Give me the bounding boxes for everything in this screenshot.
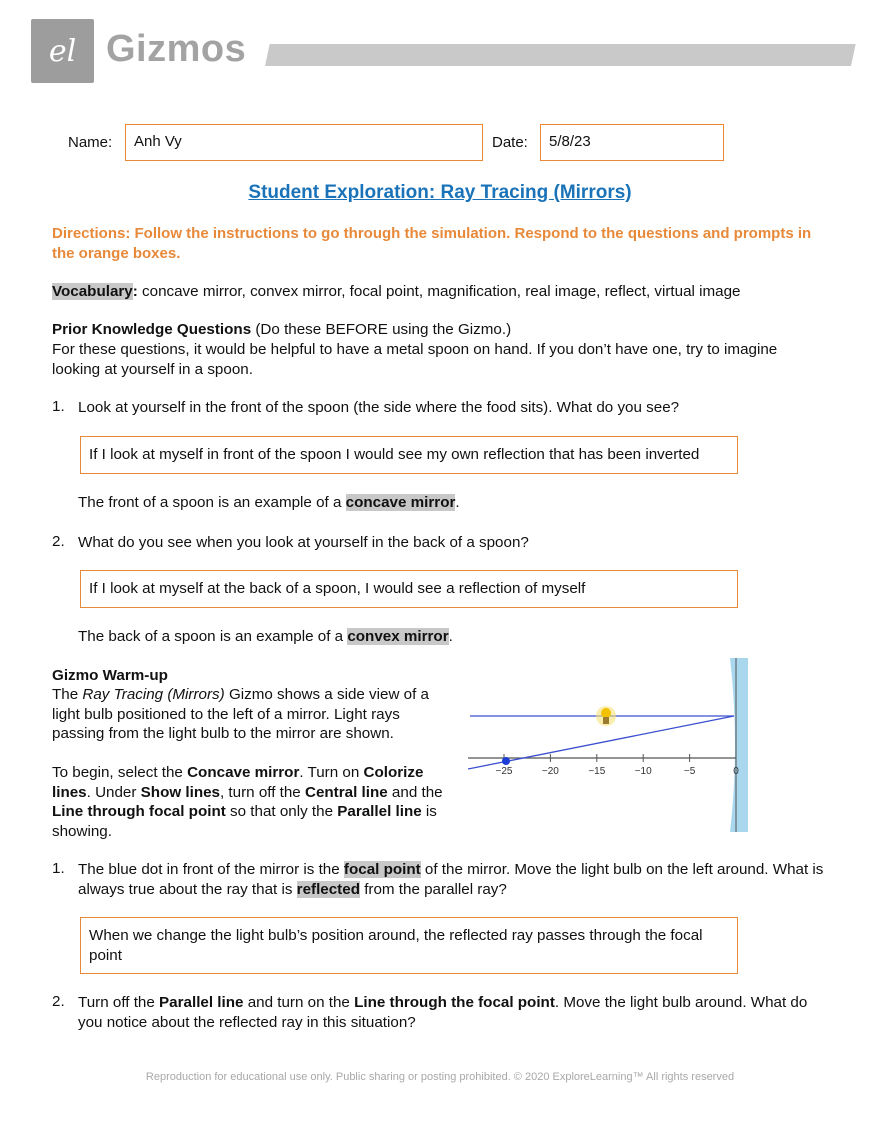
axis-tick-label: −5 (683, 766, 696, 777)
directions: Directions: Follow the instructions to go through the simulation. Respond to the questions and prompts in the orange boxes. (52, 225, 812, 262)
question-text: Look at yourself in the front of the spoon (the side where the food sits). What do you see? (78, 399, 680, 416)
prior-heading-note: (Do these BEFORE using the Gizmo.) (251, 321, 512, 338)
axis-tick-label: −25 (495, 766, 513, 777)
brand-name: Gizmos (106, 28, 247, 70)
warmup-intro: The Ray Tracing (Mirrors) Gizmo shows a side view of a light bulb positioned to the left of a mirror. Light rays passing from the light bulb to the mirror are shown. (52, 686, 429, 742)
axis-tick-label: −10 (634, 766, 652, 777)
question-number: 2. (52, 993, 65, 1010)
axis-tick-label: −15 (588, 766, 606, 777)
vocabulary (52, 282, 822, 302)
light-bulb-icon (596, 706, 616, 726)
header-bar (265, 44, 856, 66)
term-concave-mirror: concave mirror (345, 494, 456, 511)
footer-notice: Reproduction for educational use only. Public sharing or posting prohibited. © 2020 ExploreLearning™ All rights reserved (145, 1071, 735, 1083)
followup-post: . (455, 494, 460, 511)
focal-point-dot (502, 757, 510, 765)
question-text: What do you see when you look at yourself in the back of a spoon? (78, 534, 529, 551)
followup-pre: The back of a spoon is an example of a (78, 628, 348, 645)
axis-tick-label: 0 (733, 766, 739, 777)
followup-post: . (448, 628, 453, 645)
vocabulary-terms: concave mirror, convex mirror, focal point, magnification, real image, reflect, virtual image (137, 283, 741, 300)
answer-box[interactable]: If I look at myself in front of the spoon I would see my own reflection that has been inverted (80, 436, 738, 474)
page-title: Student Exploration: Ray Tracing (Mirrors) (248, 182, 632, 203)
followup-pre: The front of a spoon is an example of a (78, 494, 346, 511)
prior-intro: For these questions, it would be helpful to have a metal spoon on hand. If you don’t have one, try to imagine looking at yourself in a spoon. (52, 341, 778, 378)
followup-text (78, 493, 828, 513)
question-text: The blue dot in front of the mirror is the focal point of the mirror. Move the light bulb on the left around. What is always true about the ray that is reflected from the parallel ray? (78, 861, 824, 898)
term-focal-point: focal point (343, 861, 421, 878)
question-number: 2. (52, 533, 65, 550)
answer-box[interactable]: When we change the light bulb’s position around, the reflected ray passes through the focal point (80, 917, 738, 974)
axis-tick-labels (496, 766, 740, 777)
term-convex-mirror: convex mirror (347, 628, 449, 645)
prior-knowledge-heading (52, 320, 822, 340)
axis-tick-label: −20 (541, 766, 559, 777)
ray-tracing-diagram (468, 658, 748, 832)
name-label: Name: (68, 134, 113, 151)
gizmos-logo-icon: el (48, 33, 77, 69)
concave-mirror-shape (730, 658, 748, 832)
term-reflected: reflected (296, 880, 360, 898)
warmup-heading: Gizmo Warm-up (52, 667, 168, 684)
question-number: 1. (52, 398, 65, 415)
warmup-instructions: To begin, select the Concave mirror. Turn on Colorize lines. Under Show lines, turn off the Central line and the Line through focal point so that only the Parallel line is showing. (52, 764, 443, 840)
question-number: 1. (52, 860, 65, 877)
vocabulary-colon: : (132, 283, 138, 300)
question-text: Turn off the Parallel line and turn on the Line through the focal point. Move the light bulb around. What do you notice about the reflected ray in this situation? (78, 994, 808, 1031)
date-field[interactable]: 5/8/23 (540, 124, 724, 161)
date-label: Date: (492, 134, 528, 151)
prior-heading: Prior Knowledge Questions (52, 321, 252, 338)
answer-box[interactable]: If I look at myself at the back of a spoon, I would see a reflection of myself (80, 570, 738, 608)
followup-text (78, 627, 828, 647)
name-field[interactable]: Anh Vy (125, 124, 483, 161)
vocabulary-label: Vocabulary (52, 283, 133, 300)
